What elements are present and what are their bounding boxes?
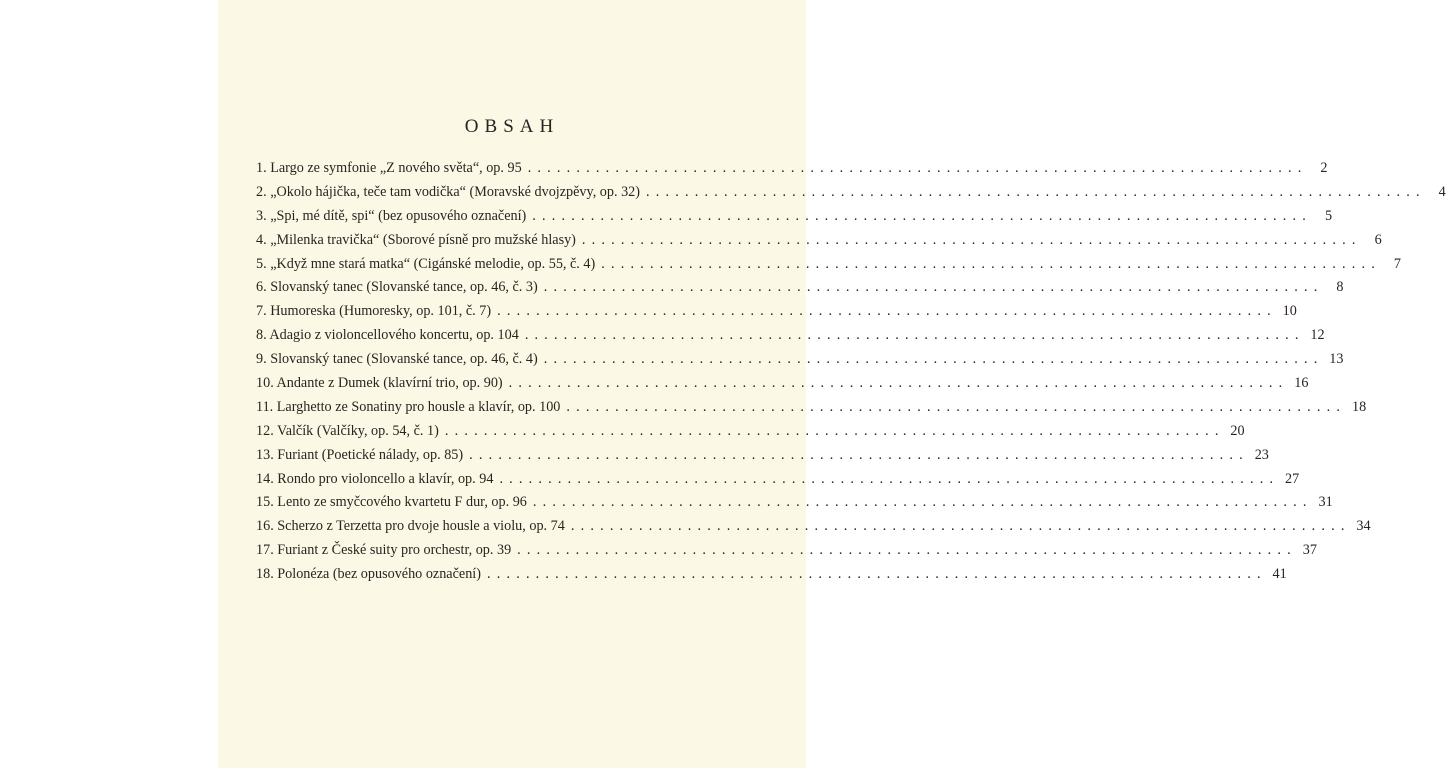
toc-entry-title: 2. „Okolo hájička, teče tam vodička“ (Moravské dvojzpěvy, op. 32) xyxy=(256,183,640,200)
dot-leader: ................................................................................ xyxy=(581,231,1362,248)
toc-entry xyxy=(256,422,1245,447)
toc-entry-title: 14. Rondo pro violoncello a klavír, op. 94 xyxy=(256,470,494,487)
toc-entry-page-number: 31 xyxy=(1318,494,1333,511)
dot-leader: ................................................................................ xyxy=(645,183,1426,200)
toc-entry-title: 4. „Milenka travička“ (Sborové písně pro mužské hlasy) xyxy=(256,231,576,248)
dot-leader: ................................................................................ xyxy=(499,470,1280,487)
toc-entry-title: 9. Slovanský tanec (Slovanské tance, op. 46, č. 4) xyxy=(256,351,538,368)
toc-entry-title: 18. Polonéza (bez opusového označení) xyxy=(256,566,481,583)
dot-leader: ................................................................................ xyxy=(524,327,1305,344)
toc-entry-title: 12. Valčík (Valčíky, op. 54, č. 1) xyxy=(256,422,439,439)
toc-entry-title: 15. Lento ze smyčcového kvartetu F dur, op. 96 xyxy=(256,494,527,511)
toc-entry-title: 8. Adagio z violoncellového koncertu, op. 104 xyxy=(256,327,519,344)
toc-entry-page-number: 5 xyxy=(1324,207,1333,224)
dot-leader: ................................................................................ xyxy=(543,279,1324,296)
toc-entry xyxy=(256,398,1367,423)
page-title: OBSAH xyxy=(464,115,560,137)
dot-leader: ................................................................................ xyxy=(570,518,1351,535)
toc-entry-page-number: 18 xyxy=(1351,398,1367,415)
table-of-contents xyxy=(256,160,1446,590)
dot-leader: ................................................................................ xyxy=(486,566,1267,583)
dot-leader: ................................................................................ xyxy=(469,446,1249,463)
toc-entry-title: 13. Furiant (Poetické nálady, op. 85) xyxy=(256,446,464,463)
toc-entry-page-number: 41 xyxy=(1272,566,1287,583)
toc-entry-page-number: 8 xyxy=(1336,279,1344,296)
document-page xyxy=(218,0,1446,768)
toc-entry xyxy=(256,303,1297,327)
toc-entry-page-number: 12 xyxy=(1310,327,1325,344)
toc-entry xyxy=(256,542,1317,566)
toc-entry xyxy=(256,566,1287,590)
toc-entry-page-number: 20 xyxy=(1230,422,1245,439)
toc-entry-page-number: 7 xyxy=(1393,255,1401,272)
toc-entry-page-number: 37 xyxy=(1302,542,1317,559)
toc-entry-page-number: 10 xyxy=(1282,303,1297,320)
dot-leader: ................................................................................ xyxy=(543,351,1324,368)
dot-leader: ................................................................................ xyxy=(497,303,1277,320)
dot-leader: ................................................................................ xyxy=(532,494,1313,511)
dot-leader: ................................................................................ xyxy=(508,375,1289,392)
toc-entry xyxy=(256,494,1333,518)
toc-entry-page-number: 4 xyxy=(1438,183,1446,200)
toc-entry-title: 5. „Když mne stará matka“ (Cigánské melodie, op. 55, č. 4) xyxy=(256,255,596,272)
toc-entry-page-number: 16 xyxy=(1294,375,1309,392)
dot-leader: ................................................................................ xyxy=(601,255,1381,272)
toc-entry-title: 6. Slovanský tanec (Slovanské tance, op. 46, č. 3) xyxy=(256,279,538,296)
toc-entry-page-number: 34 xyxy=(1356,518,1371,535)
toc-entry xyxy=(256,183,1446,208)
toc-entry-title: 17. Furiant z České suity pro orchestr, op. 39 xyxy=(256,542,512,559)
toc-entry xyxy=(256,327,1325,351)
toc-entry xyxy=(256,375,1309,399)
toc-entry-title: 10. Andante z Dumek (klavírní trio, op. 90) xyxy=(256,375,503,392)
toc-entry xyxy=(256,351,1344,375)
dot-leader: ................................................................................ xyxy=(527,160,1308,176)
toc-entry-page-number: 2 xyxy=(1320,160,1328,176)
dot-leader: ................................................................................ xyxy=(532,207,1313,224)
dot-leader: ................................................................................ xyxy=(566,398,1347,415)
toc-entry xyxy=(256,518,1371,542)
toc-entry-page-number: 27 xyxy=(1285,470,1300,487)
toc-entry xyxy=(256,255,1401,280)
toc-entry-page-number: 6 xyxy=(1374,231,1382,248)
toc-entry-title: 16. Scherzo z Terzetta pro dvoje housle a violu, op. 74 xyxy=(256,518,565,535)
toc-entry-title: 1. Largo ze symfonie „Z nového světa“, op. 95 xyxy=(256,160,522,176)
toc-entry-title: 3. „Spi, mé dítě, spi“ (bez opusového označení) xyxy=(256,207,527,224)
dot-leader: ................................................................................ xyxy=(517,542,1297,559)
toc-entry xyxy=(256,207,1333,232)
toc-entry xyxy=(256,446,1269,471)
toc-entry-title: 7. Humoreska (Humoresky, op. 101, č. 7) xyxy=(256,303,492,320)
toc-entry xyxy=(256,470,1300,495)
toc-entry xyxy=(256,160,1328,184)
toc-entry xyxy=(256,279,1344,303)
toc-entry-page-number: 13 xyxy=(1329,351,1344,368)
toc-entry-title: 11. Larghetto ze Sonatiny pro housle a klavír, op. 100 xyxy=(256,398,561,415)
toc-entry xyxy=(256,231,1382,256)
dot-leader: ................................................................................ xyxy=(444,422,1225,439)
toc-entry-page-number: 23 xyxy=(1254,446,1269,463)
